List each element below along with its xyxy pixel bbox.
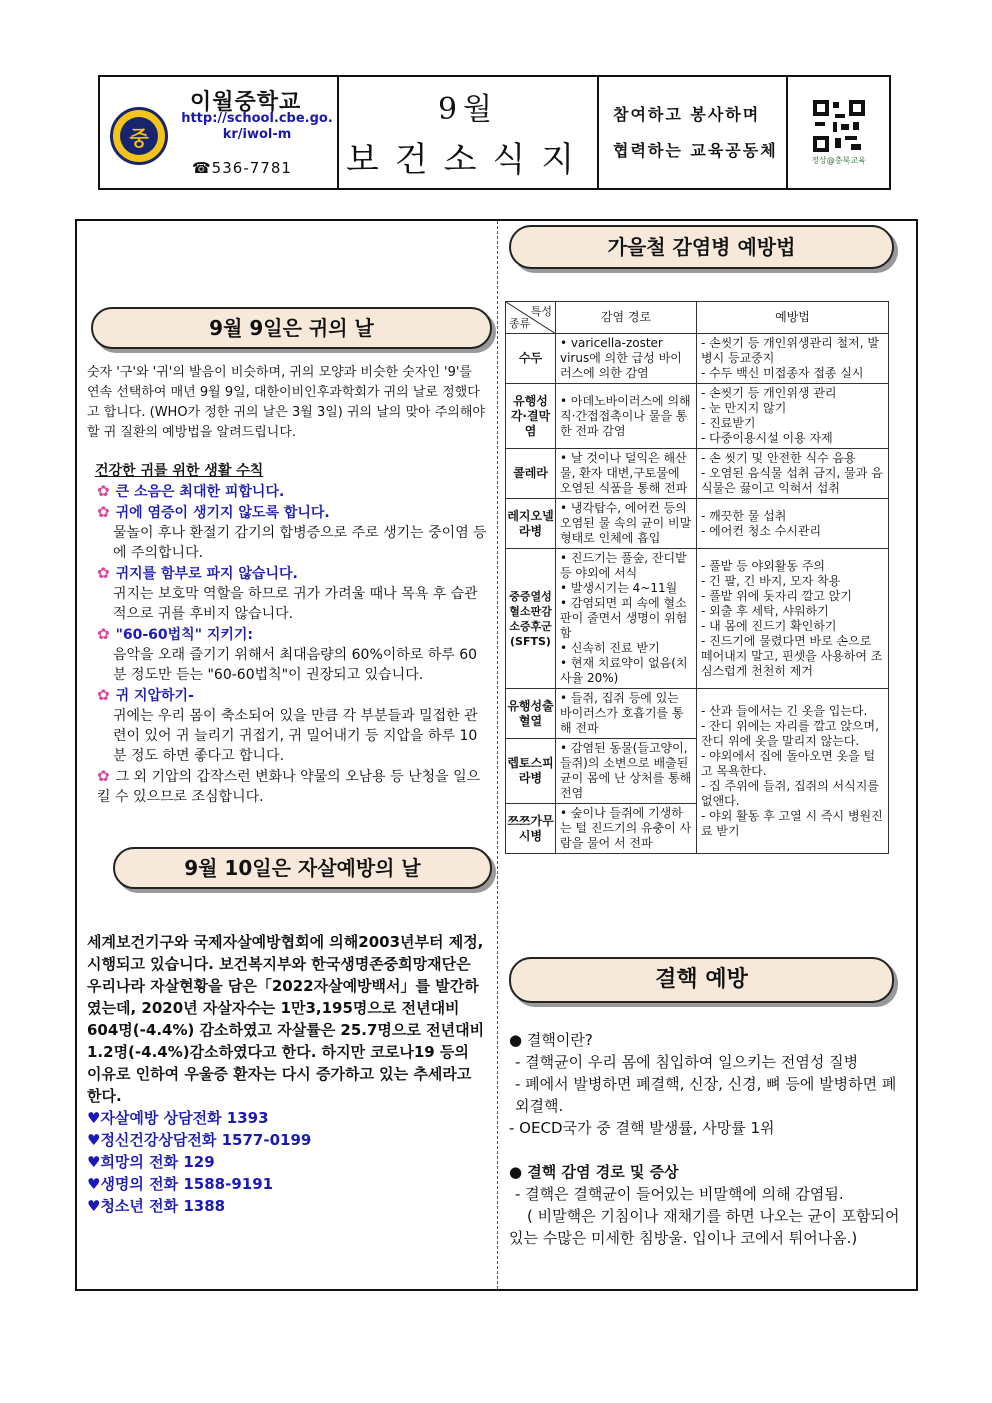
header-diagonal-cell	[506, 302, 556, 334]
disease-name: 쯔쯔가무시병	[506, 804, 556, 854]
slogan-block	[599, 77, 788, 188]
disease-name: 중증열성혈소판감소증후군 (SFTS)	[506, 549, 556, 689]
ear-tip-head: 귀에 염증이 생기지 않도록 합니다.	[115, 505, 330, 521]
qr-code-icon[interactable]	[813, 100, 865, 152]
ear-tip	[89, 766, 489, 807]
flower-icon: ✿	[97, 482, 110, 500]
ear-tip-body: 귀에는 우리 몸이 축소되어 있을 만큼 각 부분들과 밀접한 관련이 있어 귀 늘리기 귀접기, 귀 밀어내기 등 지압을 하루 10분 정도 하면 좋다고 합니다.	[113, 708, 478, 764]
tb-a2-item: - 결핵은 결핵균이 들어있는 비말핵에 의해 감염됨.	[515, 1185, 844, 1203]
hotline-item: ♥생명의 전화 1588-9191	[87, 1175, 274, 1193]
title-block	[339, 77, 599, 188]
table-row	[506, 689, 889, 739]
ear-tip-head: 큰 소음은 최대한 피합니다.	[115, 484, 285, 500]
header-diag-top: 특성	[530, 305, 552, 318]
table-header-row	[506, 302, 889, 334]
header-diag-bottom: 종류	[509, 317, 531, 330]
tb-q2: ● 결핵 감염 경로 및 증상	[509, 1163, 679, 1181]
disease-name: 유행성 각·결막염	[506, 384, 556, 449]
qr-block	[788, 77, 889, 188]
flower-icon: ✿	[97, 564, 110, 582]
school-name: 이월중학교	[190, 90, 302, 115]
disease-table	[505, 301, 889, 854]
tb-heading: 결핵 예방	[509, 957, 894, 1003]
flower-icon: ✿	[97, 767, 110, 785]
slogan-line-1: 참여하고 봉사하며	[613, 104, 761, 124]
newsletter-header	[98, 75, 891, 190]
school-logo	[110, 107, 168, 165]
tb-a1-item: - OECD국가 중 결핵 발생률, 사망률 1위	[509, 1119, 775, 1137]
flower-icon: ✿	[97, 503, 110, 521]
suicide-day-heading: 9월 10일은 자살예방의 날	[113, 847, 492, 889]
tb-a1-item: - 결핵균이 우리 몸에 침입하여 일으키는 전염성 질병	[515, 1053, 859, 1071]
table-row	[506, 549, 889, 689]
suicide-day-body	[87, 931, 487, 1217]
tb-a2-item: ( 비말핵은 기침이나 재채기를 하면 나오는 균이 포함되어 있는 수많은 미세한 침방울. 입이나 코에서 튀어나옴.)	[509, 1207, 900, 1247]
disease-name: 레지오넬라병	[506, 499, 556, 549]
newsletter-title: 보건소식지	[345, 140, 591, 180]
issue-month: 9월	[437, 92, 499, 127]
ear-tip-body: 그 외 기압의 갑작스런 변화나 약물의 오남용 등 난청을 일으킬 수 있으므로 조심합니다.	[97, 769, 481, 805]
ear-tips-subtitle: 건강한 귀를 위한 생활 수칙	[95, 463, 264, 479]
tb-q1: ● 결핵이란?	[509, 1031, 593, 1049]
disease-route: • 숲이나 들쥐에 기생하는 털 진드기의 유충이 사람을 물어 서 전파	[556, 804, 697, 854]
table-row	[506, 499, 889, 549]
hotline-item: ♥희망의 전화 129	[87, 1153, 215, 1171]
disease-route: • 날 것이나 덜익은 해산물, 환자 대변,구토물에 오염된 식품을 통해 전파	[556, 449, 697, 499]
hotline-item: ♥정신건강상담전화 1577-0199	[87, 1131, 312, 1149]
ear-tip	[89, 481, 489, 502]
school-info	[100, 77, 339, 188]
ear-tip-body: 음악을 오래 즐기기 위해서 최대음량의 60%이하로 하루 60분 정도만 듣는 "60-60법칙"이 권장되고 있습니다.	[113, 647, 478, 683]
disease-name: 수두	[506, 334, 556, 384]
disease-prevention: - 풀밭 등 야외활동 주의 - 긴 팔, 긴 바지, 모자 착용 - 풀밭 위에 돗자리 깔고 앉기 - 외출 후 세탁, 샤워하기 - 내 몸에 진드기 확인하기 - 진드기에 물렸다면 바로 손으로 떼어내지 말고, 핀셋을 사용하여 조심스럽게 천천히 제거	[697, 549, 889, 689]
newsletter-body	[75, 219, 918, 1291]
disease-prevention: - 손 씻기 및 안전한 식수 음용 - 오염된 음식물 섭취 금지, 물과 음식물은 끓이고 익혀서 섭취	[697, 449, 889, 499]
disease-name: 유행성출혈열	[506, 689, 556, 739]
disease-prevention: - 손씻기 등 개인위생 관리 - 눈 만지지 않기 - 진료받기 - 다중이용시설 이용 자제	[697, 384, 889, 449]
slogan-line-2: 협력하는 교육공동체	[613, 140, 778, 160]
school-phone: ☎536-7781	[192, 159, 292, 177]
autumn-disease-heading: 가을철 감염병 예방법	[509, 225, 894, 269]
tb-what-section	[509, 1029, 909, 1139]
ear-tip-head: "60-60법칙" 지키기:	[115, 627, 254, 643]
flower-icon: ✿	[97, 625, 110, 643]
tb-a1-item: - 폐에서 발병하면 폐결핵, 신장, 신경, 뼈 등에 발병하면 폐외결핵.	[515, 1075, 897, 1115]
disease-route: • 들쥐, 집쥐 등에 있는 바이러스가 호흡기를 통해 전파	[556, 689, 697, 739]
ear-tip-body: 귀지는 보호막 역할을 하므로 귀가 가려울 때나 목욕 후 습관적으로 귀를 후비지 않습니다.	[113, 586, 478, 622]
disease-prevention: - 깨끗한 물 섭취 - 에어컨 청소 수시관리	[697, 499, 889, 549]
ear-tip	[89, 502, 489, 563]
disease-route: • 진드기는 풀숲, 잔디밭 등 야외에 서식 • 발생시기는 4~11월 • 감염되면 피 속에 혈소판이 줄면서 생명이 위험함 • 신속히 진료 받기 • 현재 치료약이 없음(치사율 20%)	[556, 549, 697, 689]
ear-day-intro: 숫자 '구'와 '귀'의 발음이 비슷하며, 귀의 모양과 비슷한 숫자인 '9'를 연속 선택하여 매년 9월 9일, 대한이비인후과학회가 귀의 날로 정했다고 합니다. (WHO가 정한 귀의 날은 3월 3일) 귀의 날의 맞아 주의해야 할 귀 질환의 예방법을 알려드립니다.	[87, 365, 485, 440]
table-row	[506, 334, 889, 384]
ear-tip-body: 물놀이 후나 환절기 감기의 합병증으로 주로 생기는 중이염 등에 주의합니다.	[113, 525, 487, 561]
disease-name: 콜레라	[506, 449, 556, 499]
ear-tip-head: 귀지를 함부로 파지 않습니다.	[115, 566, 298, 582]
school-url-link[interactable]: http://school.cbe.go.kr/iwol-m	[181, 111, 333, 142]
school-logo-mark: 중	[120, 117, 158, 155]
disease-route: • 감염된 동물(들고양이, 들쥐)의 소변으로 배출된 균이 몸에 난 상처를 통해 전염	[556, 739, 697, 804]
hotline-item: ♥청소년 전화 1388	[87, 1197, 226, 1215]
ear-tips	[89, 461, 489, 807]
ear-tip	[89, 685, 489, 766]
ear-day-heading: 9월 9일은 귀의 날	[91, 307, 492, 349]
column-divider	[497, 221, 498, 1289]
shared-prevention: - 산과 들에서는 긴 옷을 입는다. - 잔디 위에는 자리를 깔고 앉으며, 잔디 위에 옷을 말리지 않는다. - 야외에서 집에 돌아오면 옷을 털고 목욕한다. - 집 주위에 들쥐, 집쥐의 서식지를 없앤다. - 야외 활동 후 고열 시 즉시 병원진료 받기	[697, 689, 889, 854]
disease-prevention: - 손씻기 등 개인위생관리 철저, 발병시 등교중지 - 수두 백신 미접종자 접종 실시	[697, 334, 889, 384]
disease-route: • 아데노바이러스에 의해 직·간접접촉이나 물을 통한 전파 감염	[556, 384, 697, 449]
disease-route: • varicella-zoster virus에 의한 급성 바이러스에 의한 감염	[556, 334, 697, 384]
flower-icon: ✿	[97, 686, 110, 704]
disease-route: • 냉각탑수, 에어컨 등의 오염된 물 속의 균이 비말형태로 인체에 흡입	[556, 499, 697, 549]
header-route: 감염 경로	[556, 302, 697, 334]
header-prevention: 예방법	[697, 302, 889, 334]
qr-caption: 정상@충북교육	[811, 155, 866, 165]
ear-tip	[89, 624, 489, 685]
table-row	[506, 384, 889, 449]
table-row	[506, 449, 889, 499]
hotline-item: ♥자살예방 상담전화 1393	[87, 1109, 269, 1127]
ear-tip-head: 귀 지압하기-	[115, 688, 194, 704]
suicide-day-text: 세계보건기구와 국제자살예방협회에 의해2003년부터 제정, 시행되고 있습니다. 보건복지부와 한국생명존중희망재단은 우리나라 자살현황을 담은「2022자살예방백서」를 발간하였는데, 2020년 자살자수는 1만3,195명으로 전년대비 604명(-4.4%) 감소하였고 자살률은 25.7명으로 전년대비 1.2명(-4.4%)감소하였다고 한다. 하지만 코로나19 등의 이유로 인하여 우울증 환자는 다시 증가하고 있는 추세라고 한다.	[87, 933, 485, 1105]
ear-tip	[89, 563, 489, 624]
tb-route-section	[509, 1161, 909, 1249]
disease-name: 렙토스피라병	[506, 739, 556, 804]
